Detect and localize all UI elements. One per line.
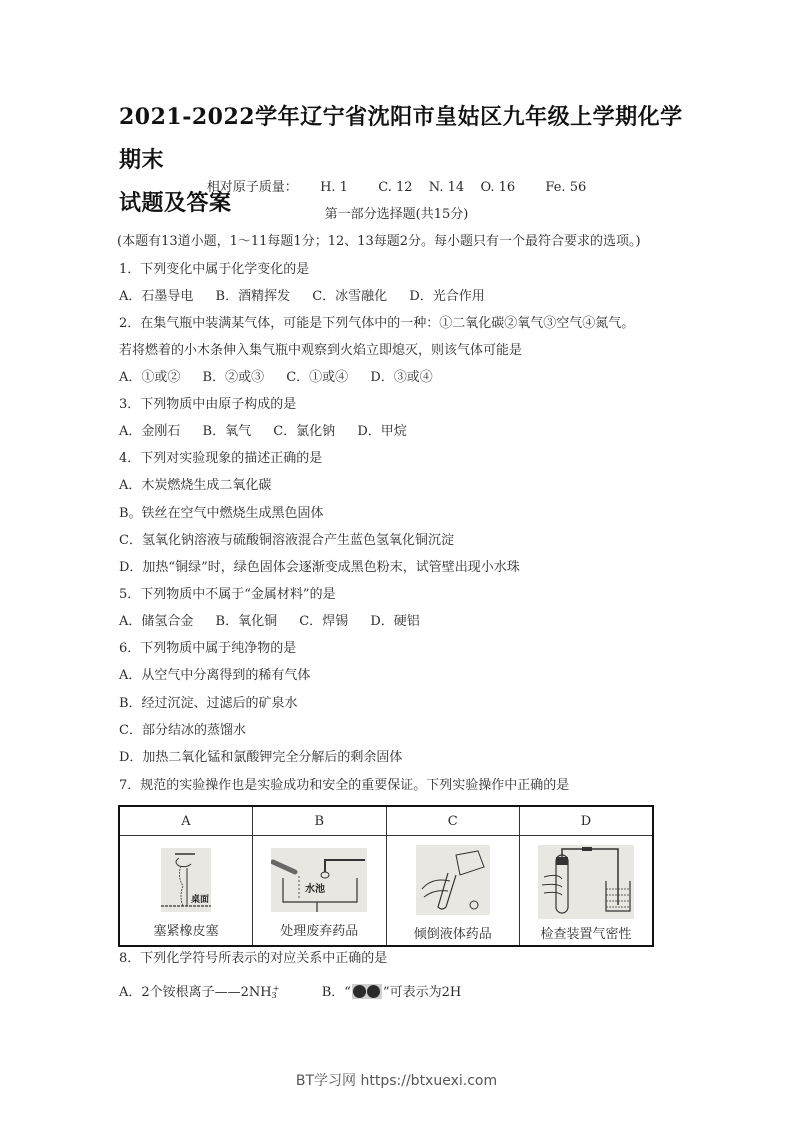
question-5-option-a: A．储氢合金: [119, 614, 194, 629]
question-8-options: [119, 980, 461, 1005]
caption-b: 处理废弃药品: [280, 924, 359, 939]
question-1-option-d: D．光合作用: [409, 289, 485, 304]
question-4-option-d: D．加热“铜绿”时，绿色固体会逐渐变成黑色粉末，试管壁出现小水珠: [119, 560, 520, 575]
question-8-stem: 8．下列化学符号所表示的对应关系中正确的是: [119, 951, 388, 966]
question-2-stem-line2: 若将燃着的小木条伸入集气瓶中观察到火焰立即熄灭，则该气体可能是: [119, 343, 523, 358]
table-header-b: B: [253, 806, 387, 836]
question-4-stem: 4．下列对实验现象的描述正确的是: [119, 451, 323, 466]
question-6-option-d: D．加热二氧化锰和氯酸钾完全分解后的剩余固体: [119, 750, 403, 765]
question-6-option-a: A．从空气中分离得到的稀有气体: [119, 668, 311, 683]
atomic-mass-c: C. 12: [378, 180, 413, 195]
atomic-mass-fe: Fe. 56: [545, 180, 587, 195]
caption-a: 塞紧橡皮塞: [153, 924, 219, 939]
question-6-stem: 6．下列物质中属于纯净物的是: [119, 641, 297, 656]
question-4-option-c: C．氢氧化钠溶液与硫酸铜溶液混合产生蓝色氢氧化铜沉淀: [119, 533, 454, 548]
table-header-d: D: [520, 806, 654, 836]
question-5-stem: 5．下列物质中不属于“金属材料”的是: [119, 587, 336, 602]
atomic-mass-o: O. 16: [480, 180, 516, 195]
table-cell-a: [119, 836, 253, 947]
part-title: 第一部分选择题(共15分): [324, 207, 469, 222]
question-6-option-b: B．经过沉淀、过滤后的矿泉水: [119, 696, 298, 711]
table-figure-row: [119, 836, 653, 947]
part-instructions: (本题有13道小题，1～11每题1分；12、13每题2分。每小题只有一个最符合要求的选项。): [117, 234, 641, 249]
question-4-option-b: B。铁丝在空气中燃烧生成黑色固体: [119, 506, 324, 521]
sink-label: 水池: [305, 884, 326, 895]
question-3-stem: 3．下列物质中由原子构成的是: [119, 397, 297, 412]
question-2-option-c: C．①或④: [286, 370, 349, 385]
atomic-mass-h: H. 1: [320, 180, 348, 195]
question-2-option-d: D．③或④: [370, 370, 433, 385]
question-5-option-c: C．焊锡: [299, 614, 349, 629]
question-6-option-c: C．部分结冰的蒸馏水: [119, 723, 246, 738]
question-1-option-c: C．冰雪融化: [312, 289, 388, 304]
question-2-stem: 2．在集气瓶中装满某气体，可能是下列气体中的一种：①二氧化碳②氧气③空气④氮气。: [119, 316, 635, 331]
question-1-options: [119, 288, 503, 306]
question-3-options: [119, 423, 425, 441]
watermark-footer: BT学习网 https://btxuexi.com: [295, 1073, 498, 1089]
table-cell-b: [253, 836, 387, 947]
question-2-options: [119, 369, 451, 387]
table-header-c: C: [386, 806, 520, 836]
question-3-option-d: D．甲烷: [357, 424, 407, 439]
pour-liquid-figure: [416, 845, 490, 915]
check-airtightness-figure: [538, 845, 634, 919]
question-3-option-a: A．金刚石: [119, 424, 181, 439]
question-1-option-a: A．石墨导电: [119, 289, 194, 304]
atomic-mass-line: [0, 179, 793, 197]
question-2-option-b: B．②或③: [202, 370, 265, 385]
question-3-option-b: B．氧气: [202, 424, 252, 439]
question-7-options-table: [118, 805, 654, 947]
question-7-stem: 7．规范的实验操作也是实验成功和安全的重要保证。下列实验操作中正确的是: [119, 778, 570, 793]
question-1-option-b: B．酒精挥发: [215, 289, 291, 304]
question-8-option-a: A．2个铵根离子$——2NH_3^+$: [119, 984, 280, 1000]
question-5-option-d: D．硬铝: [370, 614, 420, 629]
table-cell-c: [386, 836, 520, 947]
desk-label: 桌面: [191, 895, 210, 905]
table-cell-d: [520, 836, 654, 947]
question-8-option-b: B．“ ”可表示为2H: [321, 985, 462, 1000]
question-3-option-c: C．氯化钠: [273, 424, 336, 439]
caption-c: 倾倒液体药品: [413, 927, 492, 942]
caption-d: 检查装置气密性: [540, 927, 632, 942]
atomic-mass-n: N. 14: [428, 180, 465, 195]
question-4-option-a: A．木炭燃烧生成二氧化碳: [119, 478, 272, 493]
title-line-1: 2021-2022学年辽宁省沈阳市皇姑区九年级上学期化学期末: [119, 104, 683, 173]
insert-rubber-stopper-figure: [161, 848, 211, 912]
table-header-row: [119, 806, 653, 836]
atomic-mass-label: 相对原子质量：: [206, 180, 298, 195]
question-5-options: [119, 613, 438, 631]
question-1-stem: 1．下列变化中属于化学变化的是: [119, 262, 310, 277]
question-2-option-a: A．①或②: [119, 370, 181, 385]
dispose-waste-chemicals-figure: [271, 848, 367, 912]
question-5-option-b: B．氧化铜: [215, 614, 278, 629]
title-line-2: 试题及答案: [119, 190, 232, 216]
two-atoms-icon: [352, 984, 382, 999]
table-header-a: A: [119, 806, 253, 836]
